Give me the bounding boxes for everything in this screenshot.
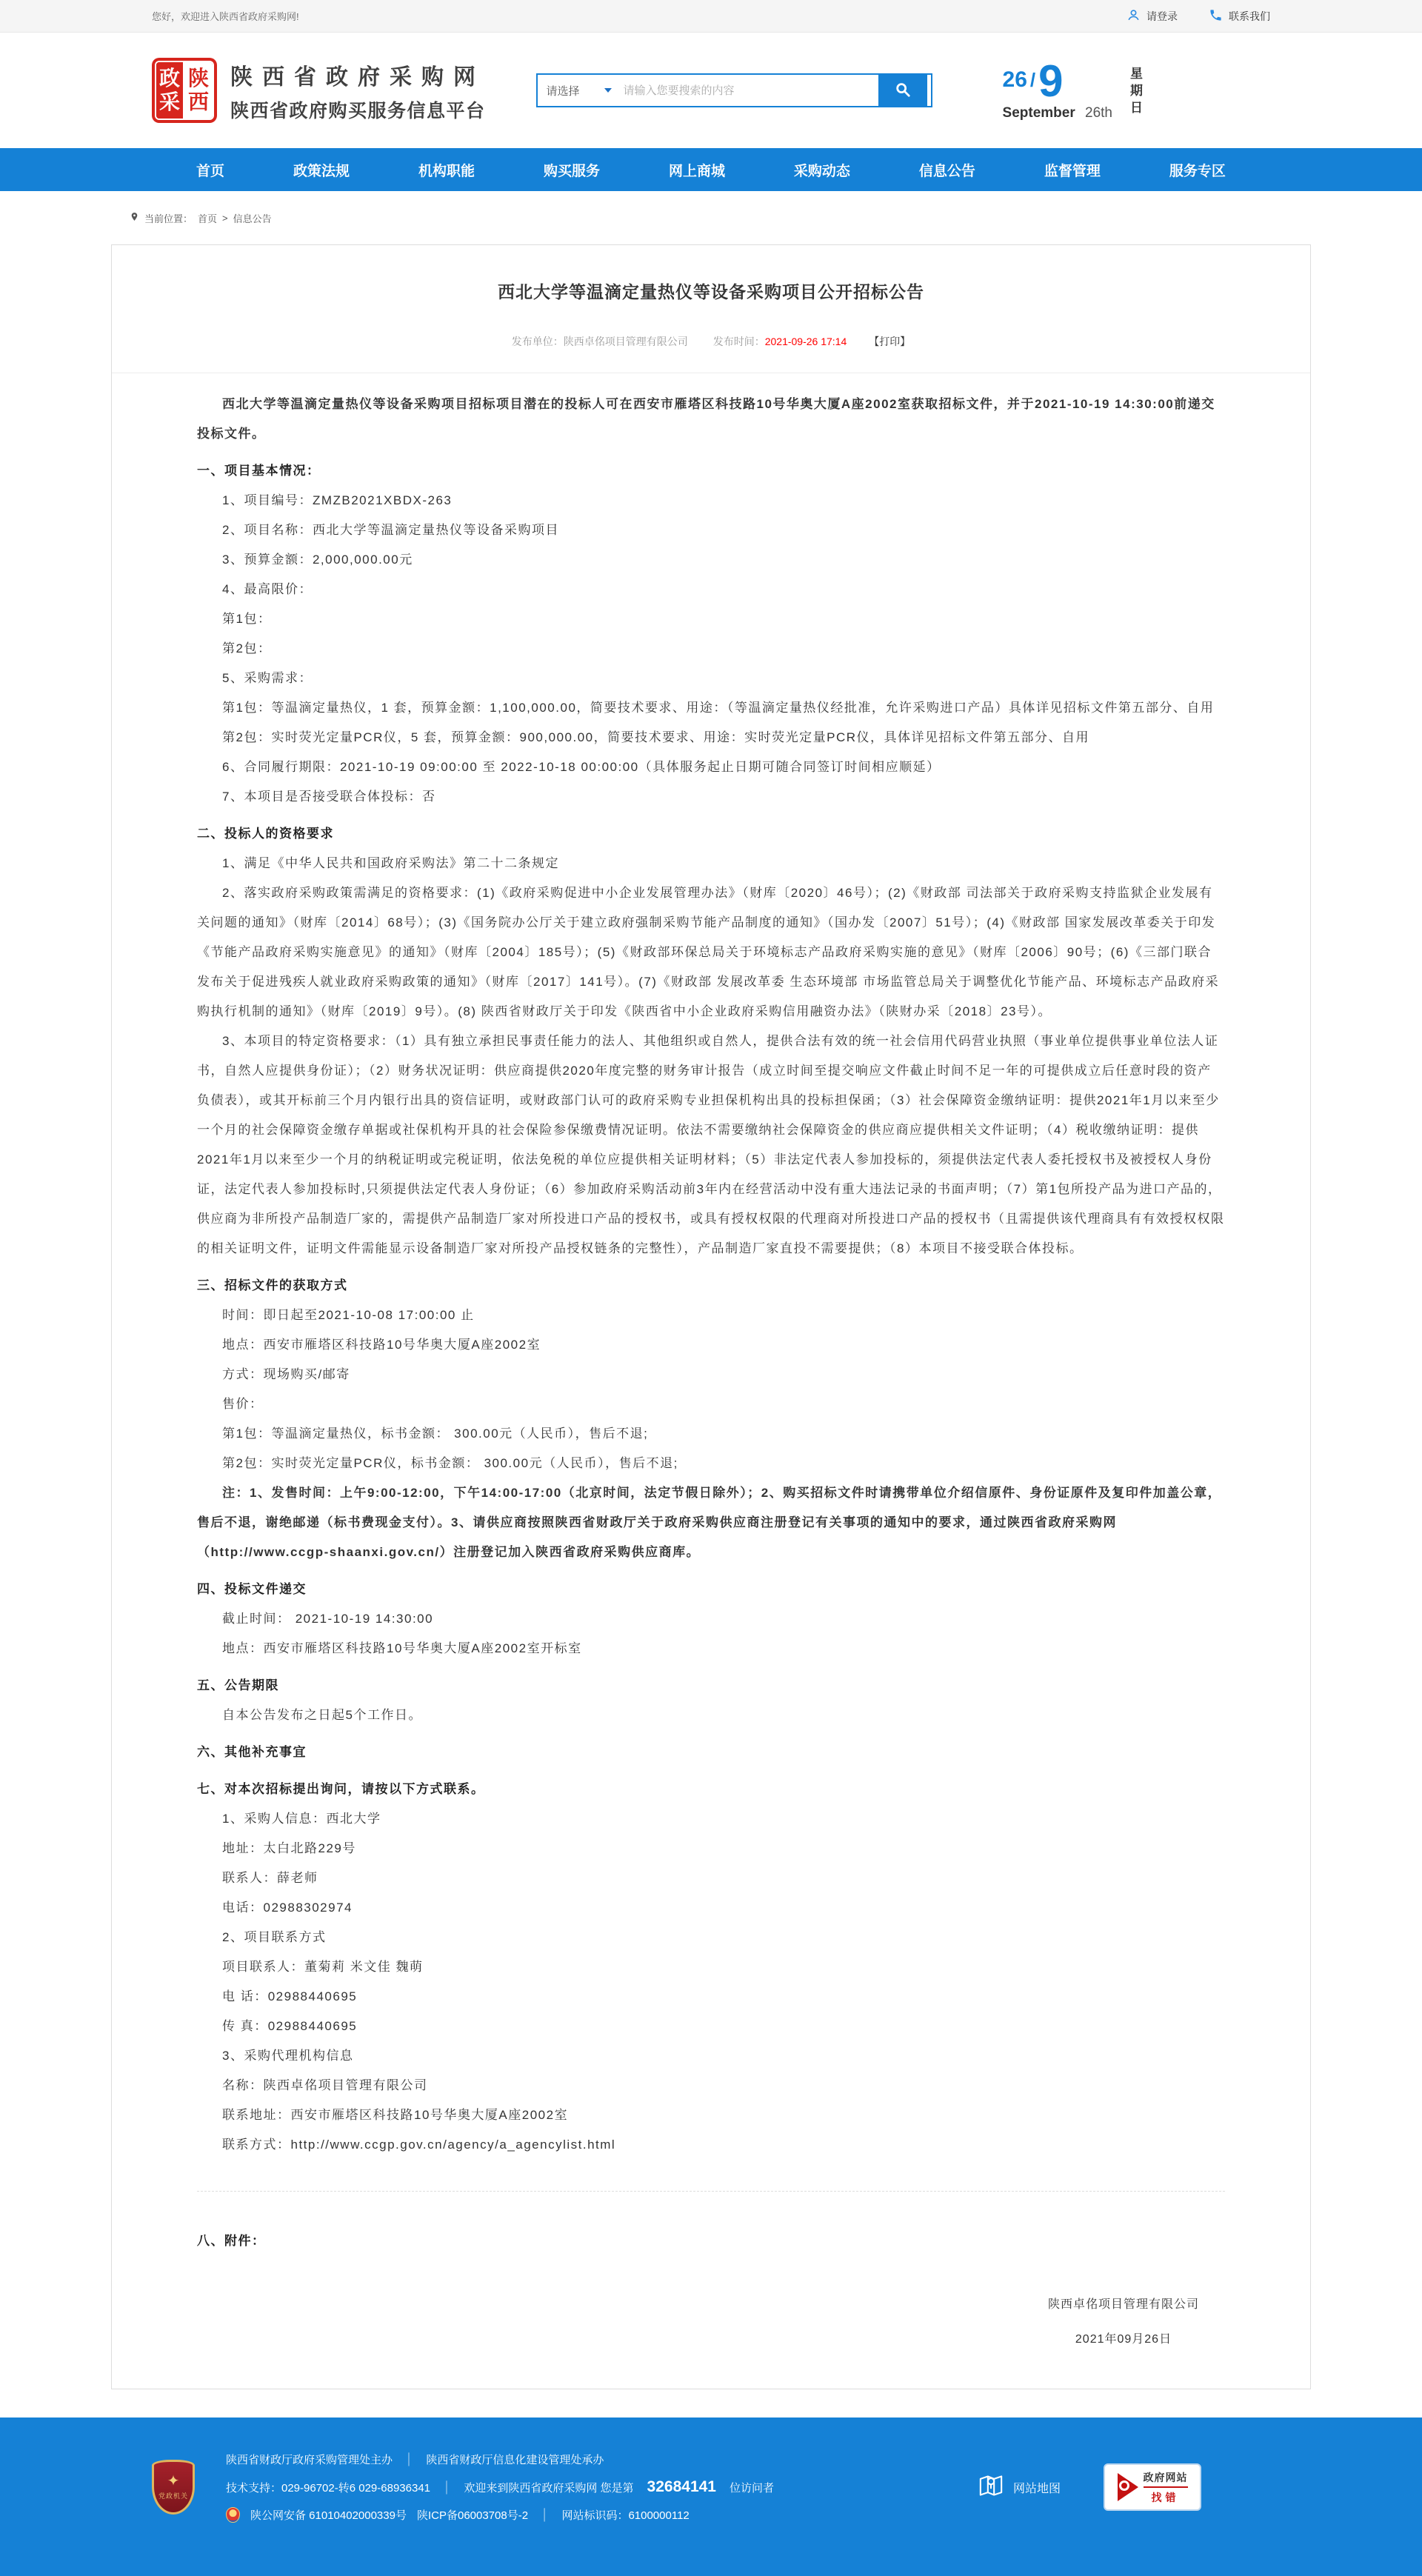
main-nav: [0, 148, 1422, 191]
nav-item[interactable]: 采购动态: [793, 163, 850, 179]
footer-org-host: 陕西省财政厅政府采购管理处主办: [226, 2454, 393, 2466]
site-footer: ✦ 党政机关 陕西省财政厅政府采购管理处主办 │ 陕西省财政厅信息化建设管理处承办 技术支持：029-96702-转6 029-68936341 │ 欢迎来到陕西省政府采购网 您是第 32684141 位访问者 陕公网安备 61010402000339号 陕ICP备06003708号-2 │ 网站标识码：6100000112 网站地图 政府网站 找错: [0, 2417, 1422, 2576]
date-widget: 26 / 9 September 26th 星期日: [1002, 56, 1143, 121]
signature-block: [112, 2249, 1310, 2355]
article-paragraph: 西北大学等温滴定量热仪等设备采购项目招标项目潜在的投标人可在西安市雁塔区科技路10号华奥大厦A座2002室获取招标文件，并于2021-10-19 14:30:00前递交投标文件。: [197, 397, 1215, 441]
article-paragraph: 地点：西安市雁塔区科技路10号华奥大厦A座2002室: [222, 1338, 541, 1352]
article-paragraph: 二、投标人的资格要求: [197, 827, 334, 841]
search-input[interactable]: [621, 75, 878, 106]
nav-item[interactable]: 机构职能: [418, 163, 475, 179]
article-paragraph: 第2包：: [222, 641, 272, 655]
article-paragraph: 地点：西安市雁塔区科技路10号华奥大厦A座2002室开标室: [222, 1641, 582, 1655]
article-paragraph: 第2包：实时荧光定量PCR仪，标书金额： 300.00元（人民币），售后不退;: [222, 1456, 678, 1470]
article-paragraph: 项目联系人：董菊莉 米文佳 魏萌: [222, 1960, 424, 1974]
article-paragraph: 3、采购代理机构信息: [222, 2049, 354, 2063]
party-government-shield-icon: ✦ 党政机关: [152, 2460, 195, 2515]
phone-icon: [1209, 8, 1223, 24]
article-paragraph: 地址：太白北路229号: [222, 1841, 356, 1855]
nav-item[interactable]: 网上商城: [668, 163, 725, 179]
page-title: 西北大学等温滴定量热仪等设备采购项目公开招标公告: [498, 282, 924, 301]
article-paragraph: 1、项目编号：ZMZB2021XBDX-263: [222, 493, 453, 507]
article-body: [112, 373, 1310, 2160]
article-paragraph: 电话：02988302974: [222, 1901, 353, 1915]
article-paragraph: 7、本项目是否接受联合体投标：否: [222, 790, 436, 804]
attachment-heading: 八、附件：: [197, 2234, 266, 2248]
article-paragraph: 时间：即日起至2021-10-08 17:00:00 止: [222, 1308, 475, 1322]
signature-company: 陕西卓佲项目管理有限公司: [1047, 2298, 1199, 2311]
gov-site-error-report-badge[interactable]: 政府网站 找错: [1104, 2463, 1201, 2511]
article-paragraph: 传 真：02988440695: [222, 2019, 358, 2033]
login-link[interactable]: 请登录: [1126, 8, 1178, 24]
date-day: 26: [1002, 67, 1027, 92]
article-paragraph: 联系方式：http://www.ccgp.gov.cn/agency/a_agencylist.html: [222, 2138, 616, 2152]
breadcrumb-home[interactable]: 首页: [198, 213, 218, 224]
footer-site-code: 网站标识码：6100000112: [561, 2509, 690, 2522]
article-paragraph: 五、公告期限: [197, 1678, 279, 1692]
article-paragraph: 方式：现场购买/邮寄: [222, 1367, 350, 1381]
chevron-down-icon: [604, 88, 612, 93]
site-header: [0, 33, 1422, 148]
nav-item[interactable]: 信息公告: [918, 163, 975, 179]
site-logo[interactable]: [152, 58, 486, 123]
visitor-count: 32684141: [647, 2478, 716, 2495]
article-paragraph: 3、预算金额：2,000,000.00元: [222, 553, 413, 567]
article-paragraph: 第1包：等温滴定量热仪，标书金额： 300.00元（人民币），售后不退;: [222, 1427, 649, 1441]
print-button[interactable]: 【打印】: [869, 336, 911, 347]
nav-item[interactable]: 监督管理: [1044, 163, 1101, 179]
article-paragraph: 一、项目基本情况：: [197, 464, 321, 478]
article-paragraph: 第1包：: [222, 612, 272, 626]
publisher-name: 陕西卓佲项目管理有限公司: [563, 336, 688, 347]
date-month: 9: [1038, 56, 1064, 106]
breadcrumb-current[interactable]: 信息公告: [233, 213, 272, 224]
contact-link[interactable]: 联系我们: [1209, 8, 1270, 24]
seal-logo-icon: 政 采 陕 西: [152, 58, 217, 123]
article-paragraph: 三、招标文件的获取方式: [197, 1278, 348, 1292]
article-paragraph: 七、对本次招标提出询问，请按以下方式联系。: [197, 1782, 485, 1796]
article-paragraph: 4、最高限价：: [222, 582, 313, 596]
map-icon: [976, 2471, 1006, 2504]
date-month-en: September: [1002, 104, 1075, 121]
welcome-text: 您好，欢迎进入陕西省政府采购网!: [152, 11, 299, 22]
article-paragraph: 自本公告发布之日起5个工作日。: [222, 1708, 422, 1722]
article-paragraph: 电 话：02988440695: [222, 1989, 358, 2003]
article-meta: 发布单位：陕西卓佲项目管理有限公司 发布时间：2021-09-26 17:14 【打印】: [511, 336, 911, 347]
error-finder-icon: [1118, 2473, 1138, 2501]
publish-time: 2021-09-26 17:14: [764, 336, 847, 347]
nav-item[interactable]: 政策法规: [293, 163, 350, 179]
nav-item[interactable]: 服务专区: [1169, 163, 1226, 179]
nav-item[interactable]: 首页: [196, 163, 225, 179]
footer-beian-police[interactable]: 陕公网安备 61010402000339号: [250, 2509, 407, 2522]
search-bar: [536, 73, 932, 107]
footer-beian-icp[interactable]: 陕ICP备06003708号-2: [416, 2509, 529, 2522]
search-category-select[interactable]: 请选择: [538, 75, 621, 106]
article-paragraph: 截止时间： 2021-10-19 14:30:00: [222, 1612, 434, 1626]
article-paragraph: 第1包：等温滴定量热仪，1 套，预算金额：1,100,000.00，简要技术要求、用途：（等温滴定量热仪经批准，允许采购进口产品）具体详见招标文件第五部分、自用: [222, 701, 1215, 715]
site-subtitle: 陕西省政府购买服务信息平台: [230, 100, 486, 121]
sitemap-link[interactable]: 网站地图: [976, 2471, 1061, 2504]
site-title: 陕西省政府采购网: [230, 64, 485, 90]
article-paragraph: 1、采购人信息：西北大学: [222, 1812, 381, 1826]
article-paragraph: 联系地址：西安市雁塔区科技路10号华奥大厦A座2002室: [222, 2108, 569, 2122]
user-icon: [1126, 8, 1141, 24]
article-paragraph: 注：1、发售时间：上午9:00-12:00，下午14:00-17:00（北京时间，法定节假日除外）；2、购买招标文件时请携带单位介绍信原件、身份证原件及复印件加盖公章，售后不退，谢绝邮递（标书费现金支付）。3、请供应商按照陕西省财政厅关于政府采购供应商注册登记有关事项的通知中的要求，通过陕西省政府采购网（http://www.ccgp-shaanxi.gov.cn/）注册登记加入陕西省政府采购供应商库。: [197, 1486, 1222, 1559]
search-icon: [895, 81, 911, 100]
article-paragraph: 2、项目名称：西北大学等温滴定量热仪等设备采购项目: [222, 523, 559, 537]
article-paragraph: 5、采购需求：: [222, 671, 313, 685]
date-weekday: 星期日: [1129, 66, 1143, 115]
article-paragraph: 四、投标文件递交: [197, 1582, 307, 1596]
footer-org-undertake: 陕西省财政厅信息化建设管理处承办: [426, 2454, 604, 2466]
article-paragraph: 六、其他补充事宜: [197, 1745, 307, 1759]
article-paragraph: 1、满足《中华人民共和国政府采购法》第二十二条规定: [222, 856, 559, 870]
location-pin-icon: [130, 210, 139, 225]
article-paragraph: 2、项目联系方式: [222, 1930, 327, 1944]
signature-date: 2021年09月26日: [1075, 2333, 1172, 2346]
article-paragraph: 名称：陕西卓佲项目管理有限公司: [222, 2078, 428, 2092]
search-button[interactable]: [878, 75, 927, 106]
article-paragraph: 售价：: [222, 1397, 264, 1411]
article-paragraph: 3、本项目的特定资格要求：（1）具有独立承担民事责任能力的法人、其他组织或自然人，提供合法有效的统一社会信用代码营业执照（事业单位提供事业单位法人证书，自然人应提供身份证）；（2）财务状况证明：供应商提供2020年度完整的财务审计报告（成立时间至提交响应文件截止时间不足一年的可提供成立后任意时段的资产负债表），或其开标前三个月内银行出具的资信证明，或财政部门认可的政府采购专业担保机构出具的投标担保函；（3）社会保障资金缴纳证明：提供2021年1月以来至少一个月的社会保障资金缴存单据或社保机构开具的社会保险参保缴费情况证明。依法不需要缴纳社会保障资金的供应商应提供相关文件证明；（4）税收缴纳证明：提供2021年1月以来至少一个月的纳税证明或完税证明，依法免税的单位应提供相关证明材料；（5）非法定代表人参加投标的，须提供法定代表人委托授权书及被授权人身份证，法定代表人参加投标时,只须提供法定代表人身份证；（6）参加政府采购活动前3年内在经营活动中没有重大违法记录的书面声明；（7）第1包所投产品为进口产品的，供应商为非所投产品制造厂家的，需提供产品制造厂家对所投进口产品的授权书，或具有授权权限的代理商对所投进口产品的授权书（且需提供该代理商具有有效授权权限的相关证明文件，证明文件需能显示设备制造厂家对所投产品授权链条的完整性），产品制造厂家直投不需要提供；（8）本项目不接受联合体投标。: [197, 1034, 1225, 1255]
breadcrumb: 当前位置： 首页 > 信息公告: [111, 191, 1311, 244]
article-paragraph: 6、合同履行期限：2021-10-19 09:00:00 至 2022-10-18 00:00:00（具体服务起止日期可随合同签订时间相应顺延）: [222, 760, 941, 774]
date-day-en: 26th: [1085, 104, 1112, 121]
footer-tech-support: 技术支持：029-96702-转6 029-68936341: [226, 2481, 430, 2495]
announcement-card: [111, 244, 1311, 2389]
article-paragraph: 第2包：实时荧光定量PCR仪，5 套，预算金额：900,000.00，简要技术要求、用途：实时荧光定量PCR仪，具体详见招标文件第五部分、自用: [222, 730, 1089, 744]
nav-item[interactable]: 购买服务: [543, 163, 600, 179]
article-paragraph: 2、落实政府采购政策需满足的资格要求：(1)《政府采购促进中小企业发展管理办法》（财库〔2020〕46号）；(2)《财政部 司法部关于政府采购支持监狱企业发展有关问题的通知》（财库〔2014〕68号）；(3)《国务院办公厅关于建立政府强制采购节能产品制度的通知》（国办发〔2007〕51号）；(4)《财政部 国家发展改革委关于印发《节能产品政府采购实施意见》的通知》（财库〔2004〕185号）；(5)《财政部环保总局关于环境标志产品政府采购实施的意见》（财库〔2006〕90号；(6)《三部门联合发布关于促进残疾人就业政府采购政策的通知》（财库〔2017〕141号）。(7)《财政部 发展改革委 生态环境部 市场监管总局关于调整优化节能产品、环境标志产品政府采购执行机制的通知》（财库〔2019〕9号）。(8) 陕西省财政厅关于印发《陕西省中小企业政府采购信用融资办法》（陕财办采〔2018〕23号）。: [197, 886, 1220, 1018]
article-paragraph: 联系人：薛老师: [222, 1871, 318, 1885]
police-badge-icon: [226, 2507, 240, 2523]
topbar: [0, 0, 1422, 33]
